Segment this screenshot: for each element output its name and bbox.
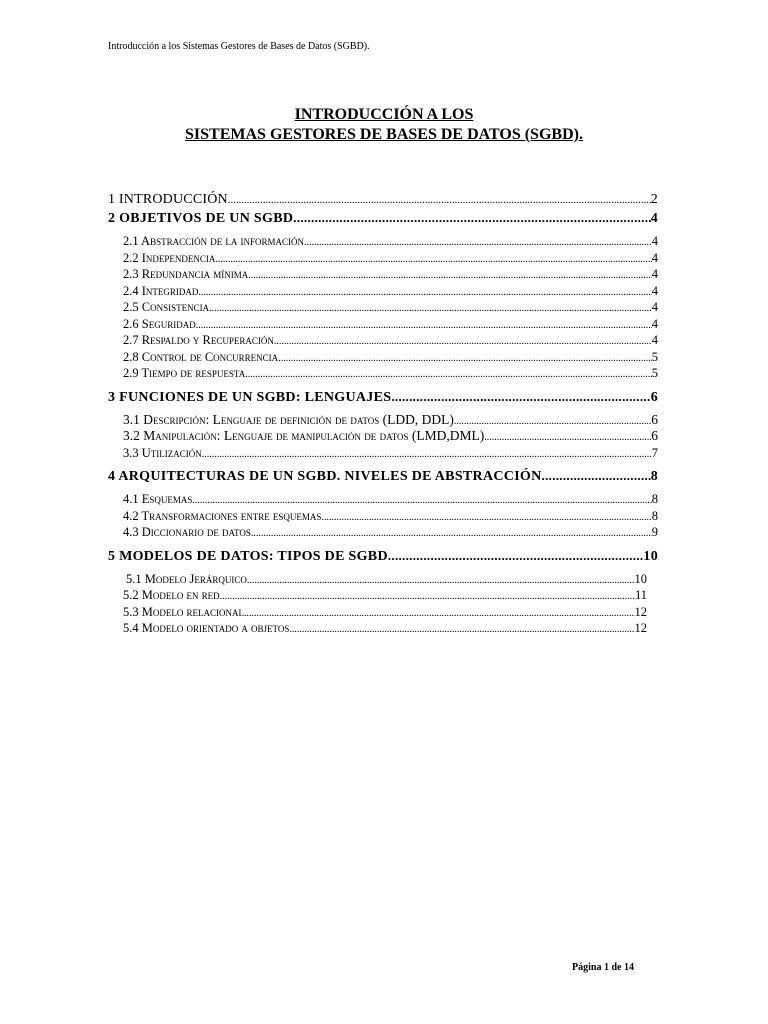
toc-leader xyxy=(244,606,635,621)
toc-leader xyxy=(293,209,650,227)
toc-label: 4.2 Transformaciones entre esquemas xyxy=(123,508,322,523)
toc-page: 12 xyxy=(634,604,647,619)
title-line-1: INTRODUCCIÓN A LOS xyxy=(294,106,474,123)
toc-entry-2[interactable] xyxy=(108,209,658,227)
toc-page: 4 xyxy=(651,333,658,347)
toc-page: 8 xyxy=(651,508,658,523)
toc-leader xyxy=(321,510,651,525)
toc-page: 8 xyxy=(651,492,658,506)
toc-leader xyxy=(289,622,634,637)
toc-entry-2-7[interactable] xyxy=(108,332,658,349)
toc-entry-2-8[interactable] xyxy=(108,349,658,366)
toc-page: 4 xyxy=(651,267,658,281)
toc-label: 2.6 Seguridad xyxy=(123,316,196,331)
toc-entry-3[interactable] xyxy=(108,388,658,406)
running-header: Introducción a los Sistemas Gestores de Bases de Datos (SGBD). xyxy=(108,41,370,52)
toc-entry-5[interactable] xyxy=(108,547,658,565)
toc-page: 4 xyxy=(651,234,658,248)
toc-label: 2 OBJETIVOS DE UN SGBD xyxy=(108,211,294,226)
toc-page: 4 xyxy=(651,283,658,298)
page-number-footer: Página 1 de 14 xyxy=(572,962,634,973)
toc-entry-2-1[interactable] xyxy=(108,233,658,250)
toc-entry-5-3[interactable] xyxy=(108,604,658,621)
toc-leader xyxy=(248,268,652,283)
toc-label: 2.8 Control de Concurrencia xyxy=(123,349,279,364)
toc-page: 9 xyxy=(651,525,658,539)
toc-label: 2.7 Respaldo y Recuperación xyxy=(123,333,274,347)
toc-leader xyxy=(198,285,651,300)
toc-entry-1[interactable] xyxy=(108,191,658,209)
toc-entry-2-3[interactable] xyxy=(108,266,658,283)
toc-leader xyxy=(484,430,651,445)
toc-label: 3.1 Descripción: Lenguaje de definición de datos (LDD, DDL) xyxy=(123,411,454,427)
toc-label: 2.4 Integridad xyxy=(123,283,199,298)
toc-label: 1 INTRODUCCIÓN xyxy=(108,192,228,207)
toc-leader xyxy=(245,367,652,382)
toc-page: 5 xyxy=(651,366,658,380)
title-line-2: SISTEMAS GESTORES DE BASES DE DATOS (SGBD). xyxy=(185,126,583,143)
toc-page: 4 xyxy=(651,316,658,331)
toc-page: 4 xyxy=(650,211,658,226)
toc-page: 6 xyxy=(651,411,658,427)
toc-entry-3-2[interactable] xyxy=(108,428,658,445)
toc-page: 12 xyxy=(634,621,647,635)
toc-page: 4 xyxy=(651,300,658,314)
toc-leader xyxy=(220,589,635,604)
toc-page: 2 xyxy=(650,192,658,207)
toc-leader xyxy=(215,252,651,267)
toc-page: 6 xyxy=(650,389,658,405)
toc-page: 6 xyxy=(651,428,658,443)
toc-leader xyxy=(251,526,652,541)
toc-page: 4 xyxy=(651,250,658,265)
toc-page: 10 xyxy=(634,571,647,586)
toc-label: 2.3 Redundancia mínima xyxy=(123,267,249,281)
table-of-contents xyxy=(108,190,658,637)
toc-leader xyxy=(202,447,652,462)
toc-page: 7 xyxy=(651,445,658,460)
toc-label: 3.3 Utilización xyxy=(123,445,202,460)
toc-entry-4-2[interactable] xyxy=(108,508,658,525)
toc-entry-3-1[interactable] xyxy=(108,412,658,429)
toc-label: 5.3 Modelo relacional xyxy=(123,604,244,619)
toc-leader xyxy=(304,235,652,250)
toc-entry-5-2[interactable] xyxy=(108,587,658,604)
toc-entry-4-3[interactable] xyxy=(108,524,658,541)
toc-label: 2.5 Consistencia xyxy=(123,300,210,314)
toc-entry-2-2[interactable] xyxy=(108,250,658,267)
toc-page: 8 xyxy=(650,469,658,484)
toc-label: 3.2 Manipulación: Lenguaje de manipulación de datos (LMD,DML) xyxy=(123,428,485,443)
toc-leader xyxy=(274,334,652,349)
toc-label: 4.3 Diccionario de datos xyxy=(123,525,251,539)
toc-label: 5 MODELOS DE DATOS: TIPOS DE SGBD xyxy=(108,548,388,564)
document-title xyxy=(0,105,768,145)
toc-label: 5.1 Modelo Jerárquico xyxy=(126,571,247,586)
toc-page: 11 xyxy=(634,588,647,602)
toc-page: 10 xyxy=(643,548,658,564)
toc-label: 5.4 Modelo orientado a objetos xyxy=(123,621,290,635)
toc-leader xyxy=(209,301,652,316)
toc-entry-2-9[interactable] xyxy=(108,365,658,382)
toc-entry-3-3[interactable] xyxy=(108,445,658,462)
toc-label: 2.9 Tiempo de respuesta xyxy=(123,366,246,380)
toc-leader xyxy=(196,318,652,333)
toc-entry-5-4[interactable] xyxy=(108,620,658,637)
toc-leader xyxy=(542,467,651,485)
toc-entry-2-5[interactable] xyxy=(108,299,658,316)
toc-leader xyxy=(388,547,644,565)
toc-label: 5.2 Modelo en red xyxy=(123,588,220,602)
toc-entry-4-1[interactable] xyxy=(108,491,658,508)
toc-label: 3 FUNCIONES DE UN SGBD: LENGUAJES xyxy=(108,389,392,405)
toc-leader xyxy=(228,192,651,209)
toc-label: 2.2 Independencia xyxy=(123,250,216,265)
toc-label: 2.1 Abstracción de la información xyxy=(123,234,304,248)
toc-leader xyxy=(278,351,652,366)
toc-label: 4 ARQUITECTURAS DE UN SGBD. NIVELES DE ABSTRACCIÓN xyxy=(108,469,542,484)
toc-entry-4[interactable] xyxy=(108,467,658,485)
toc-page: 5 xyxy=(651,349,658,364)
toc-leader xyxy=(247,573,635,588)
toc-entry-2-6[interactable] xyxy=(108,316,658,333)
toc-label: 4.1 Esquemas xyxy=(123,492,193,506)
toc-entry-5-1[interactable] xyxy=(108,571,658,588)
toc-leader xyxy=(454,414,651,429)
toc-leader xyxy=(391,388,650,406)
toc-entry-2-4[interactable] xyxy=(108,283,658,300)
toc-leader xyxy=(192,493,651,508)
